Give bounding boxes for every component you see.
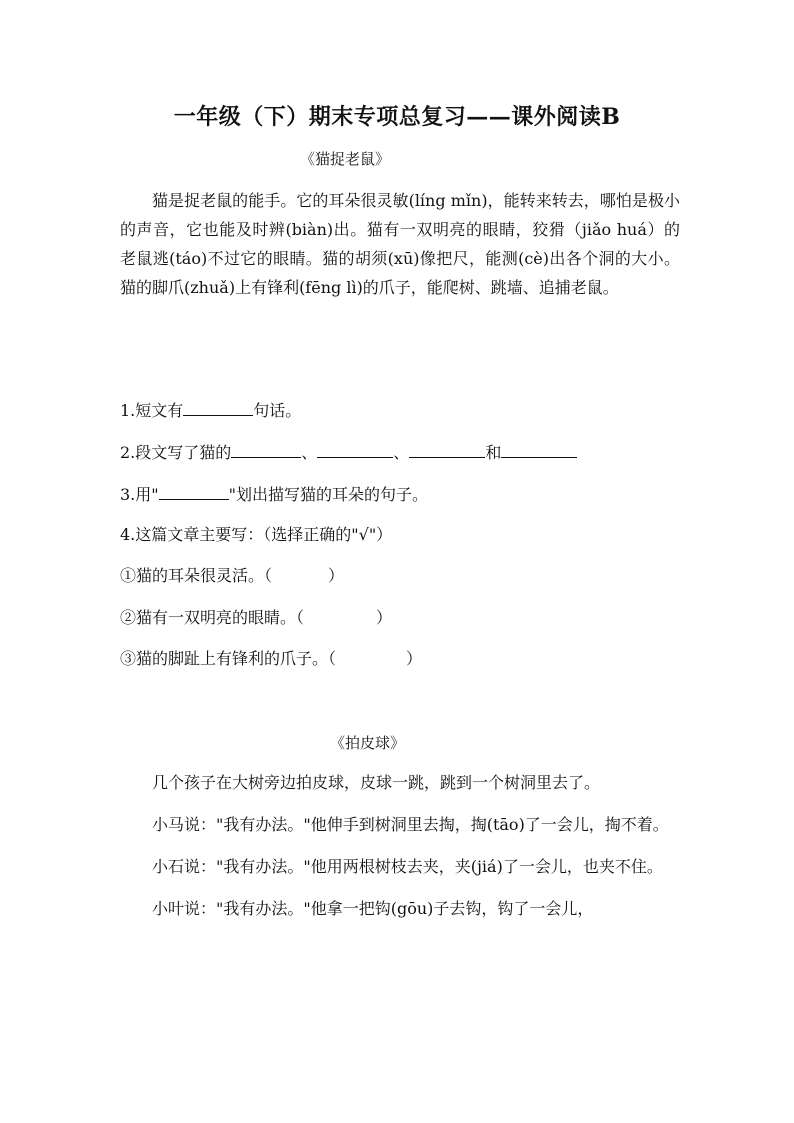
q3-suffix: "划出描写猫的耳朵的句子。 [228, 485, 429, 504]
question-3 [120, 481, 428, 507]
option-2-text: ②猫有一双明亮的眼睛。（ [120, 608, 305, 627]
story2-paragraph-1: 几个孩子在大树旁边拍皮球，皮球一跳，跳到一个树洞里去了。 [152, 773, 601, 792]
story2-paragraph-3: 小石说："我有办法。"他用两根树枝去夹，夹(jiá)了一会儿，也夹不住。 [152, 857, 663, 876]
story2-title: 《拍皮球》 [330, 734, 406, 752]
q2-answer-blank-3[interactable] [409, 439, 485, 458]
page-title: 一年级（下）期末专项总复习——课外阅读B [173, 104, 621, 130]
question-1 [120, 397, 301, 423]
q1-prefix: 1.短文有 [120, 401, 184, 420]
option-3 [120, 647, 422, 671]
q1-answer-blank[interactable] [183, 397, 253, 416]
q2-answer-blank-1[interactable] [231, 439, 301, 458]
q2-prefix: 2.段文写了猫的 [120, 443, 232, 462]
story2-paragraph-4: 小叶说："我有办法。"他拿一把钩(gōu)子去钩，钩了一会儿， [152, 899, 594, 918]
q2-answer-blank-4[interactable] [501, 439, 577, 458]
option-2 [120, 606, 392, 630]
option-1-close: ） [328, 566, 345, 585]
story1-title: 《猫捉老鼠》 [300, 150, 391, 168]
q2-separator-1: 、 [301, 443, 318, 462]
story1-paragraph: 猫是捉老鼠的能手。它的耳朵很灵敏(líng mǐn)，能转来转去，哪怕是极小的声音，它也能及时辨(biàn)出。猫有一双明亮的眼睛，狡猾（jiǎo huá）的老鼠逃(táo)不过它的眼睛。猫的胡须(xū)像把尺，能测(cè)出各个洞的大小。猫的脚爪(zhuǎ)上有锋利(fēng lì)的爪子，能爬树、跳墙、追捕老鼠。 [120, 191, 680, 297]
q2-separator-2: 、 [393, 443, 410, 462]
option-1-text: ①猫的耳朵很灵活。（ [120, 566, 273, 585]
story2-body [120, 768, 680, 923]
q1-suffix: 句话。 [253, 401, 302, 420]
question-4: 4.这篇文章主要写：（选择正确的"√"） [120, 525, 393, 544]
q2-and: 和 [485, 443, 502, 462]
option-2-close: ） [376, 608, 393, 627]
story2-paragraph-2: 小马说："我有办法。"他伸手到树洞里去掏，掏(tāo)了一会儿，掏不着。 [152, 815, 669, 834]
story1-body [120, 186, 680, 302]
question-2 [120, 439, 577, 465]
q3-prefix: 3.用" [120, 485, 159, 504]
option-1 [120, 564, 344, 588]
q2-answer-blank-2[interactable] [317, 439, 393, 458]
option-3-close: ） [406, 649, 423, 668]
q3-answer-blank[interactable] [159, 481, 229, 500]
option-3-text: ③猫的脚趾上有锋利的爪子。（ [120, 649, 337, 668]
